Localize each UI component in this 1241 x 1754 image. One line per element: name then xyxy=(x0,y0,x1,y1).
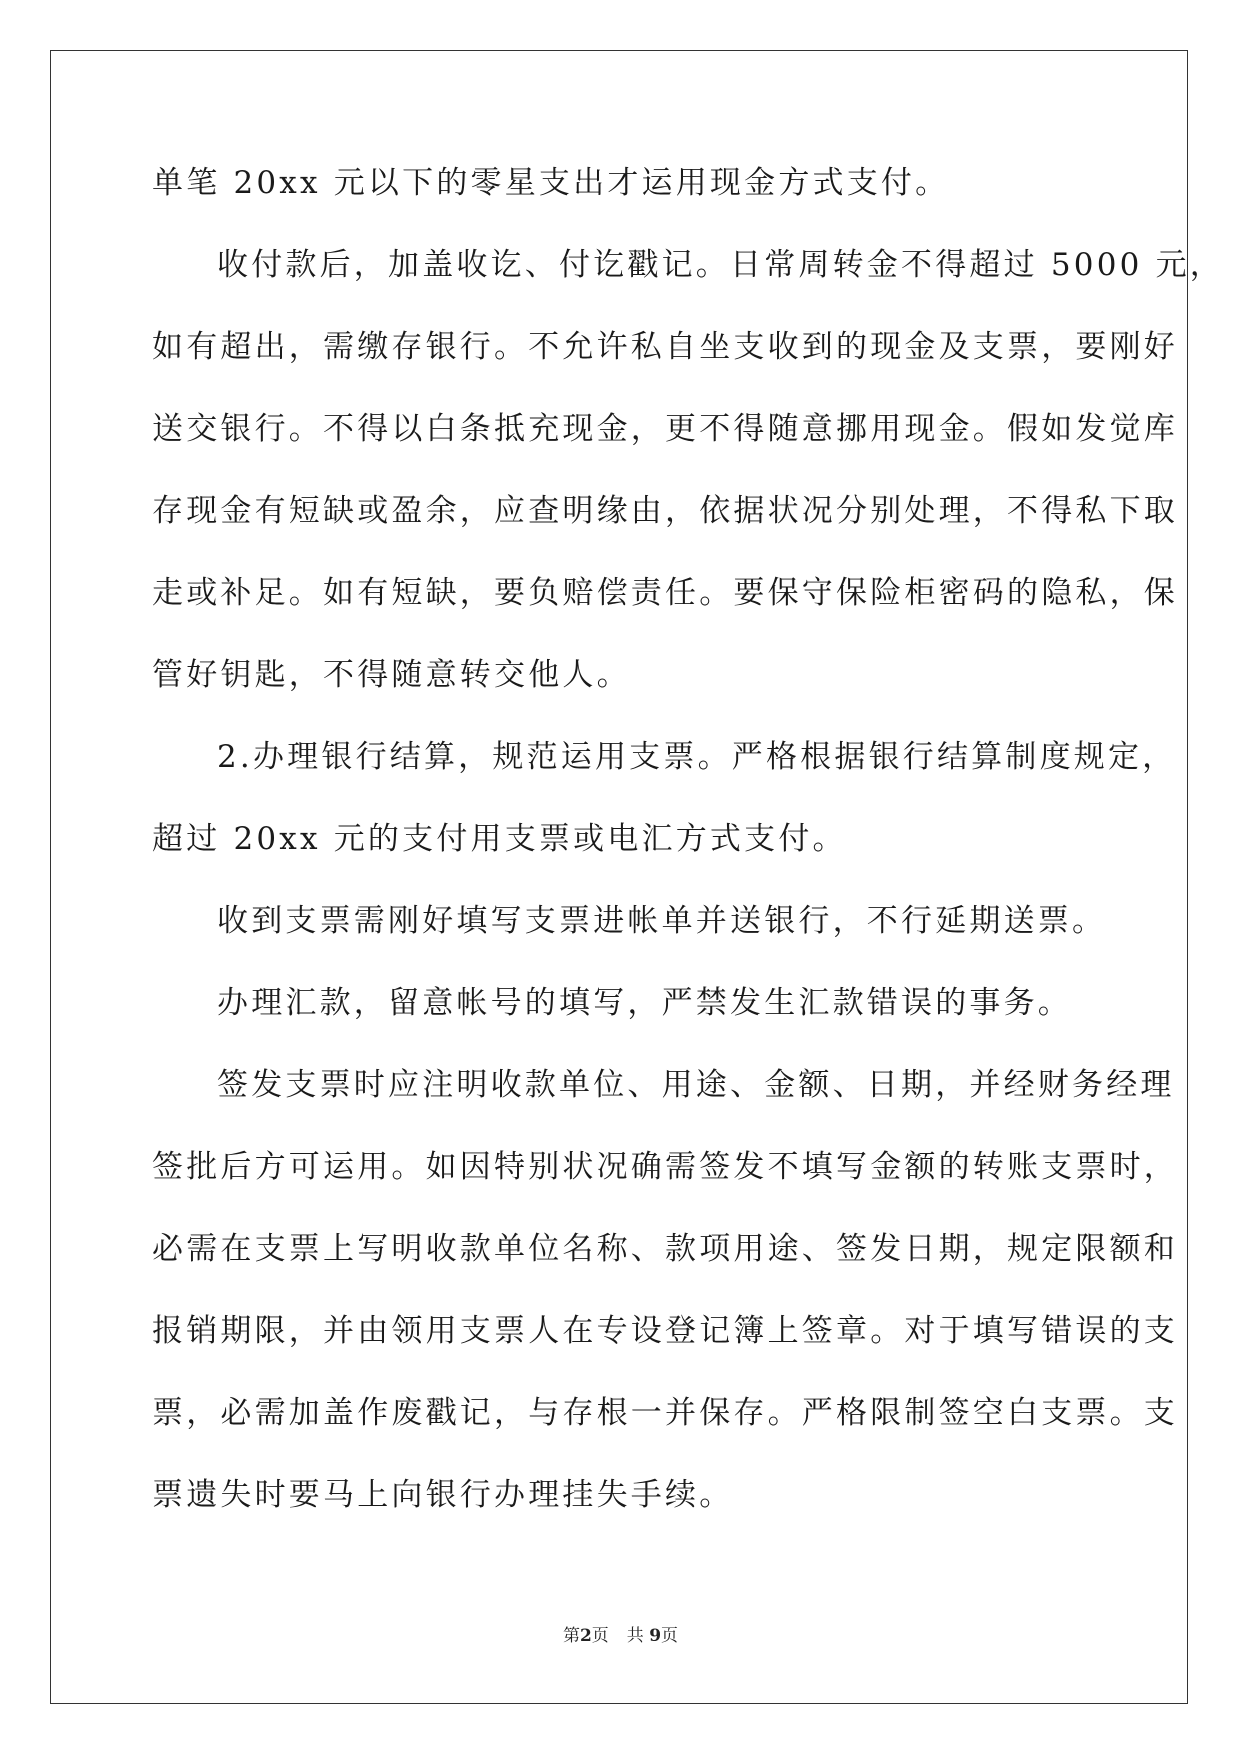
text-line: 签批后方可运用。如因特别状况确需签发不填写金额的转账支票时， xyxy=(152,1149,1178,1185)
text-line: 签发支票时应注明收款单位、用途、金额、日期，并经财务经理 xyxy=(217,1067,1175,1103)
text-line: 2.办理银行结算，规范运用支票。严格根据银行结算制度规定， xyxy=(217,739,1177,775)
text-line: 票遗失时要马上向银行办理挂失手续。 xyxy=(152,1477,734,1513)
text-line: 收到支票需刚好填写支票进帐单并送银行，不行延期送票。 xyxy=(217,903,1107,939)
text-line: 送交银行。不得以白条抵充现金，更不得随意挪用现金。假如发觉库 xyxy=(152,411,1178,447)
text-line: 管好钥匙，不得随意转交他人。 xyxy=(152,657,631,693)
text-line: 单笔 20xx 元以下的零星支出才运用现金方式支付。 xyxy=(152,165,950,201)
text-line: 收付款后，加盖收讫、付讫戳记。日常周转金不得超过 5000 元， xyxy=(217,247,1224,283)
current-page-number: 2 xyxy=(579,1626,592,1646)
total-pages-label: 共 9页 xyxy=(626,1626,679,1646)
text-line: 走或补足。如有短缺，要负赔偿责任。要保守保险柜密码的隐私，保 xyxy=(152,575,1178,611)
document-body xyxy=(152,163,1224,1557)
text-line: 如有超出，需缴存银行。不允许私自坐支收到的现金及支票，要刚好 xyxy=(152,329,1178,365)
text-line: 报销期限，并由领用支票人在专设登记簿上签章。对于填写错误的支 xyxy=(152,1313,1178,1349)
text-line: 必需在支票上写明收款单位名称、款项用途、签发日期，规定限额和 xyxy=(152,1231,1178,1267)
text-line: 办理汇款，留意帐号的填写，严禁发生汇款错误的事务。 xyxy=(217,985,1072,1021)
page-footer xyxy=(0,1625,1241,1647)
text-line: 存现金有短缺或盈余，应查明缘由，依据状况分别处理，不得私下取 xyxy=(152,493,1178,529)
total-page-number: 9 xyxy=(649,1626,662,1646)
text-line: 超过 20xx 元的支付用支票或电汇方式支付。 xyxy=(152,821,847,857)
text-line: 票，必需加盖作废戳记，与存根一并保存。严格限制签空白支票。支 xyxy=(152,1395,1178,1431)
page-number-label: 第2页 xyxy=(562,1626,609,1646)
